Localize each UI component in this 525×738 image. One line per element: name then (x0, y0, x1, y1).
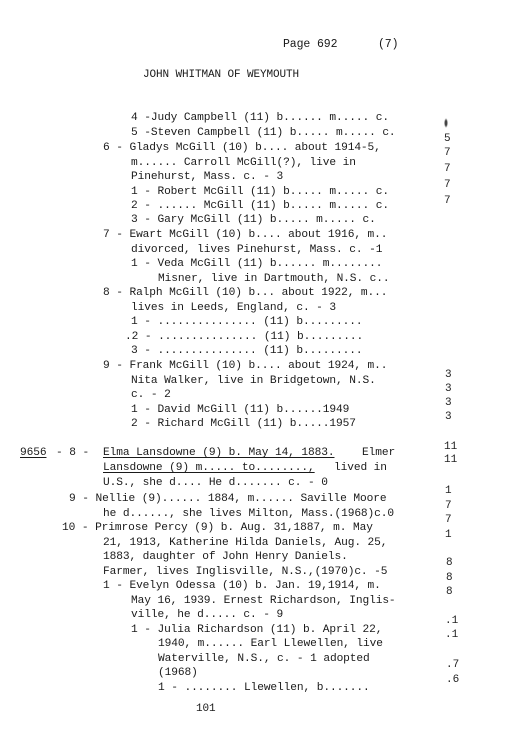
entry-line: 10 - Primrose Percy (9) b. Aug. 31,1887, m. May (62, 522, 373, 534)
entry-line: 4 -Judy Campbell (11) b...... m..... c. (131, 112, 389, 124)
entry-line: lived in (334, 462, 387, 474)
margin-mark: 7 (445, 500, 452, 512)
entry-line: Elmer (362, 447, 396, 459)
entry-line: 9 - Nellie (9)...... 1884, m...... Saville Moore (69, 493, 387, 505)
entry-line: 1 - Robert McGill (11) b..... m..... c. (131, 186, 389, 198)
margin-mark: .7 (446, 659, 460, 671)
entry-line: 2 - Richard McGill (11) b.....1957 (131, 418, 356, 430)
entry-line: 1 - ........ Llewellen, b....... (158, 682, 370, 694)
entry-line: .2 - ............... (11) b......... (125, 331, 364, 343)
entry-line: May 16, 1939. Ernest Richardson, Inglis- (131, 595, 396, 607)
margin-mark: 1 (445, 485, 452, 497)
entry-line: c. - 2 (131, 389, 171, 401)
margin-mark: 11 (444, 441, 458, 453)
margin-mark: 3 (445, 369, 452, 381)
entry-number: - 8 - (56, 447, 90, 459)
margin-mark: 8 (446, 586, 453, 598)
entry-line: 3 - Gary McGill (11) b..... m..... c. (131, 214, 376, 226)
entry-line: Lansdowne (9) m..... to........, (103, 462, 315, 474)
entry-line: 1883, daughter of John Henry Daniels. (103, 551, 348, 563)
entry-line: Elma Lansdowne (9) b. May 14, 1883. (103, 447, 335, 459)
entry-line: U.S., she d.... He d....... c. - 0 (103, 477, 328, 489)
entry-line: Nita Walker, live in Bridgetown, N.S. (131, 375, 376, 387)
margin-mark: .1 (445, 629, 459, 641)
reference-number: 9656 (20, 447, 47, 459)
page-title: JOHN WHITMAN OF WEYMOUTH (143, 69, 300, 81)
margin-mark: 8 (446, 557, 453, 569)
entry-line: 2 - ...... McGill (11) b..... m..... c. (131, 200, 389, 212)
entry-line: 5 -Steven Campbell (11) b..... m..... c. (131, 127, 396, 139)
margin-mark: 3 (445, 411, 452, 423)
entry-line: 1940, m...... Earl Llewellen, live (158, 638, 383, 650)
entry-line: 8 - Ralph McGill (10) b... about 1922, m... (103, 287, 388, 299)
page-footer-number: 101 (196, 703, 216, 715)
entry-line: Misner, live in Dartmouth, N.S. c.. (158, 273, 390, 285)
entry-line: 6 - Gladys McGill (10) b.... about 1914-5, (103, 142, 381, 154)
margin-mark: 7 (444, 195, 451, 207)
entry-line: 21, 1913, Katherine Hilda Daniels, Aug. 25, (103, 537, 388, 549)
margin-mark: .1 (445, 615, 459, 627)
margin-mark: .6 (446, 674, 460, 686)
margin-mark: 8 (446, 572, 453, 584)
entry-line: 1 - Evelyn Odessa (10) b. Jan. 19,1914, m. (103, 580, 381, 592)
entry-line: (1968) (158, 667, 198, 679)
margin-mark: 3 (445, 397, 452, 409)
entry-line: he d......, she lives Milton, Mass.(1968)c.0 (103, 508, 394, 520)
entry-line: 1 - Julia Richardson (11) b. April 22, (131, 624, 383, 636)
margin-mark: 7 (444, 163, 451, 175)
entry-line: Farmer, lives Inglisville, N.S.,(1970)c. -5 (103, 566, 388, 578)
entry-line: 7 - Ewart McGill (10) b.... about 1916, m.. (103, 229, 388, 241)
entry-line: 3 - ............... (11) b......... (131, 345, 363, 357)
entry-line: Waterville, N.S., c. - 1 adopted (158, 653, 370, 665)
margin-mark: 5 (444, 133, 451, 145)
entry-line: Pinehurst, Mass. c. - 3 (131, 171, 284, 183)
entry-line: ville, he d..... c. - 9 (131, 609, 284, 621)
entry-line: 1 - ............... (11) b......... (131, 316, 363, 328)
entry-line: 9 - Frank McGill (10) b.... about 1924, m.. (103, 360, 388, 372)
margin-mark: 1 (445, 529, 452, 541)
margin-mark: 3 (445, 383, 452, 395)
margin-mark: 7 (444, 179, 451, 191)
margin-mark: 7 (445, 514, 452, 526)
entry-line: lives in Leeds, England, c. - 3 (131, 302, 337, 314)
entry-line: 1 - David McGill (11) b......1949 (131, 404, 350, 416)
ink-smudge (444, 118, 448, 128)
page-label: Page 692 (283, 38, 338, 51)
margin-mark: 11 (444, 454, 458, 466)
entry-line: m...... Carroll McGill(?), live in (131, 157, 356, 169)
margin-mark: 7 (444, 147, 451, 159)
section-number: (7) (378, 38, 399, 51)
entry-line: 1 - Veda McGill (11) b...... m........ (131, 258, 383, 270)
entry-line: divorced, lives Pinehurst, Mass. c. -1 (131, 244, 383, 256)
